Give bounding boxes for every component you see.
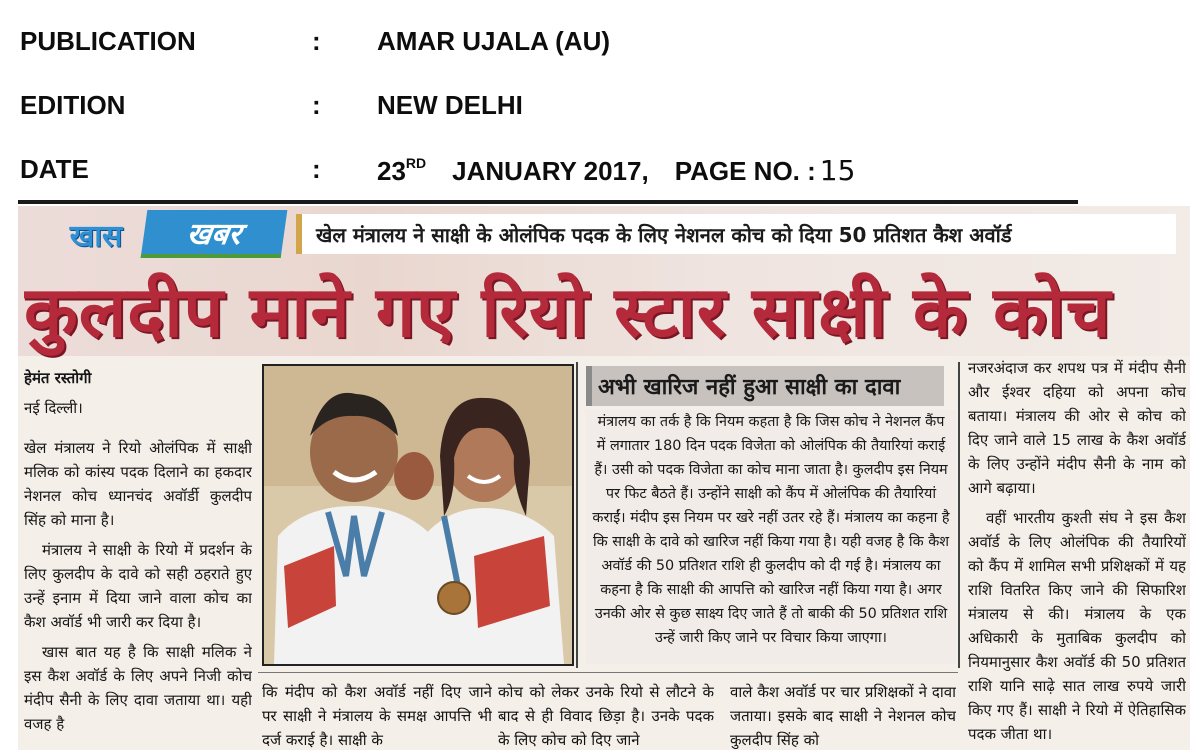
publication-label: PUBLICATION <box>20 26 196 56</box>
edition-value: NEW DELHI <box>377 90 523 120</box>
tag-khabar: खबर <box>141 210 288 258</box>
continuation-column-a: कि मंदीप को कैश अवॉर्ड नहीं दिए जाने पर साक्षी ने मंत्रालय के समक्ष आपत्ति भी दर्ज कराई है। साक्षी के <box>262 683 492 749</box>
col1-paragraph-1: खेल मंत्रालय ने रियो ओलंपिक में साक्षी मलिक को कांस्य पदक दिलाने का हकदार नेशनल कोच ध्यानचंद अवॉर्डी कुलदीप सिंह को माना है। <box>24 439 252 529</box>
header-divider <box>18 200 1078 204</box>
box-border-left <box>576 362 578 668</box>
page-no-label: PAGE NO. : <box>674 156 816 186</box>
continuation-divider <box>258 672 958 673</box>
date-value <box>377 154 855 187</box>
col4-paragraph-1: नजरअंदाज कर शपथ पत्र में मंदीप सैनी और ईश्वर दहिया को अपना कोच बताया। मंत्रालय की ओर से कोच को दिए जाने वाले 15 लाख के कैश अवॉर्ड के लिए उन्होंने मंदीप सैनी के नाम को आगे बढ़ाया। <box>968 359 1186 497</box>
publication-value: AMAR UJALA (AU) <box>377 26 611 56</box>
date-colon: : <box>312 154 321 184</box>
page-no-value: 15 <box>819 154 856 187</box>
edition-colon: : <box>312 90 321 120</box>
column-right <box>968 356 1186 750</box>
newspaper-clipping <box>18 206 1190 750</box>
tag-khas: खास <box>69 218 123 254</box>
box-border-right <box>958 362 960 668</box>
col4-paragraph-2: वहीं भारतीय कुश्ती संघ ने इस कैश अवॉर्ड के लिए ओलंपिक की तैयारियों को कैंप में शामिल सभी प्रशिक्षकों में यह राशि वितरित किए जाने की सिफारिश मंत्रालय से की। मंत्रालय के एक अधिकारी के मुताबिक कुलदीप को नियमानुसार कैश अवॉर्ड की 50 प्रतिशत राशि यानि साढ़े सात लाख रुपये जारी किए गए हैं। साक्षी ने रियो में ऐतिहासिक पदक जीता था। <box>968 509 1186 743</box>
date-label: DATE <box>20 154 89 184</box>
box-body: मंत्रालय का तर्क है कि नियम कहता है कि जिस कोच ने नेशनल कैंप में लगातार 180 दिन पदक विजेता को ओलंपिक की तैयारियां कराई हैं। उसी को पदक विजेता का कोच माना जाता है। कुलदीप इस नियम पर फिट बैठते हैं। उन्होंने साक्षी को कैंप में ओलंपिक की तैयारियां कराईं। मंदीप इस नियम पर खरे नहीं उतर रहे हैं। मंत्रालय का कहना है कि साक्षी के दावे को खारिज नहीं किया गया है। यही वजह है कि कैश अवॉर्ड की 50 प्रतिशत राशि ही कुलदीप को दी गई है। मंत्रालय का कहना है कि साक्षी की आपत्ति को खारिज नहीं किया गया है। अगर उनकी ओर से कुछ साक्ष्य दिए जाते हैं तो बाकी की 50 प्रतिशत राशि उन्हें जारी किए जाने पर विचार किया जाएगा। <box>586 410 956 664</box>
dateline: नई दिल्ली। <box>24 399 83 417</box>
news-photo <box>262 364 574 666</box>
edition-label: EDITION <box>20 90 126 120</box>
bronze-medal-icon <box>438 582 470 614</box>
byline: हेमंत रस्तोगी <box>24 369 92 387</box>
date-day-suffix: RD <box>405 155 427 171</box>
box-heading: अभी खारिज नहीं हुआ साक्षी का दावा <box>586 366 944 406</box>
date-day: 23 <box>377 156 406 186</box>
continuation-column-c: वाले कैश अवॉर्ड पर चार प्रशिक्षकों ने दावा जताया। इसके बाद साक्षी ने नेशनल कोच कुलदीप सिंह को <box>730 683 956 749</box>
col1-paragraph-2: मंत्रालय ने साक्षी के रियो में प्रदर्शन के लिए कुलदीप के दावे को सही ठहराते हुए उन्हें इनाम में दिया जाने वाला कोच का कैश अवॉर्ड भी जारी कर दिया है। <box>24 541 252 631</box>
col1-paragraph-3: खास बात यह है कि साक्षी मलिक ने इस कैश अवॉर्ड के लिए अपने निजी कोच मंदीप सैनी के लिए दावा जताया था। यही वजह है <box>24 643 252 733</box>
continuation-column-b: कोच को लेकर उनके रियो से लौटने के बाद से ही विवाद छिड़ा है। उनके पदक के लिए कोच को दिए जाने <box>498 683 714 749</box>
story-headline: कुलदीप माने गए रियो स्टार साक्षी के कोच <box>24 271 1112 353</box>
story-tagline: खेल मंत्रालय ने साक्षी के ओलंपिक पदक के लिए नेशनल कोच को दिया 50 प्रतिशत कैश अवॉर्ड <box>296 214 1176 254</box>
date-month-year: JANUARY 2017, <box>452 156 649 186</box>
publication-colon: : <box>312 26 321 56</box>
photo-illustration <box>264 366 572 664</box>
raised-fist <box>394 452 434 500</box>
column-left <box>24 366 252 750</box>
